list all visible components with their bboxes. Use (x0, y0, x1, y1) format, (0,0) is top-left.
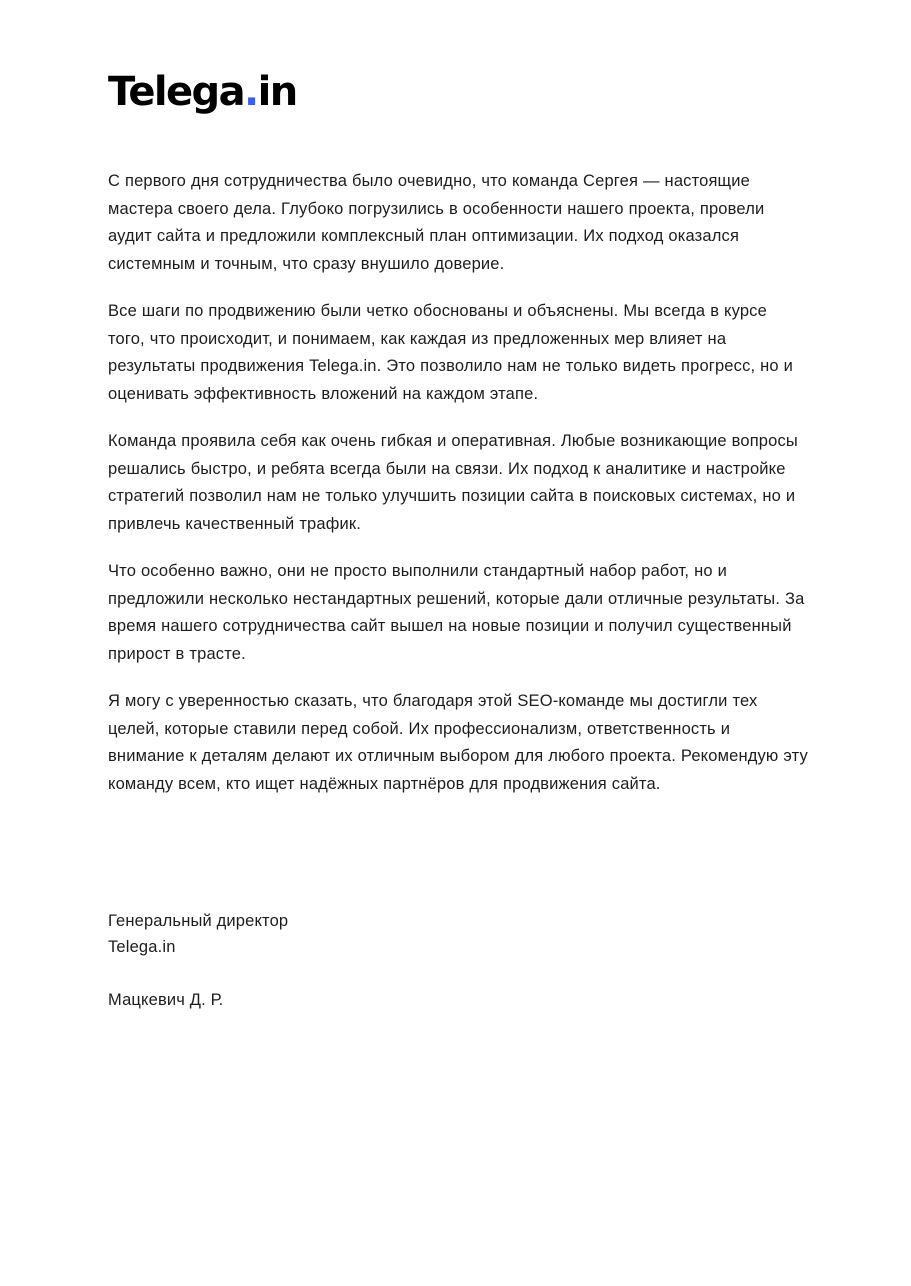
telega-in-logo (108, 69, 297, 115)
letter-paragraph: Все шаги по продвижению были четко обоснованы и объяснены. Мы всегда в курсе того, что происходит, и понимаем, как каждая из предложенных мер влияет на результаты продвижения Telega.in. Это позволило нам не только видеть прогресс, но и оценивать эффективность вложений на каждом этапе. (108, 302, 794, 403)
letterhead (108, 69, 297, 115)
signatory-name: Мацкевич Д. Р. (108, 991, 224, 1009)
signatory-company: Telega.in (108, 938, 176, 956)
letter-paragraph: Команда проявила себя как очень гибкая и оперативная. Любые возникающие вопросы решались быстро, и ребята всегда были на связи. Их подход к аналитике и настройке стратегий позволил нам не только улучшить позиции сайта в поисковых системах, но и привлечь качественный трафик. (108, 432, 798, 533)
letter-paragraph: Я могу с уверенностью сказать, что благодаря этой SEO-команде мы достигли тех целей, которые ставили перед собой. Их профессионализм, ответственность и внимание к деталям делают их отличным выбором для любого проекта. Рекомендую эту команду всем, кто ищет надёжных партнёров для продвижения сайта. (108, 692, 808, 793)
logo-text-secondary: in (257, 69, 297, 115)
signatory-role: Генеральный директор (108, 912, 289, 930)
logo-text-primary: Telega (108, 69, 244, 115)
logo-dot-icon: . (243, 69, 258, 115)
letter-paragraph: Что особенно важно, они не просто выполнили стандартный набор работ, но и предложили несколько нестандартных решений, которые дали отличные результаты. За время нашего сотрудничества сайт вышел на новые позиции и получил существенный прирост в трасте. (108, 562, 805, 663)
signature-block (108, 908, 568, 1013)
letter-body (108, 168, 808, 798)
signature-role-group (108, 908, 568, 960)
letter-paragraph: С первого дня сотрудничества было очевидно, что команда Сергея — настоящие мастера своего дела. Глубоко погрузились в особенности нашего проекта, провели аудит сайта и предложили комплексный план оптимизации. Их подход оказался системным и точным, что сразу внушило доверие. (108, 172, 765, 273)
